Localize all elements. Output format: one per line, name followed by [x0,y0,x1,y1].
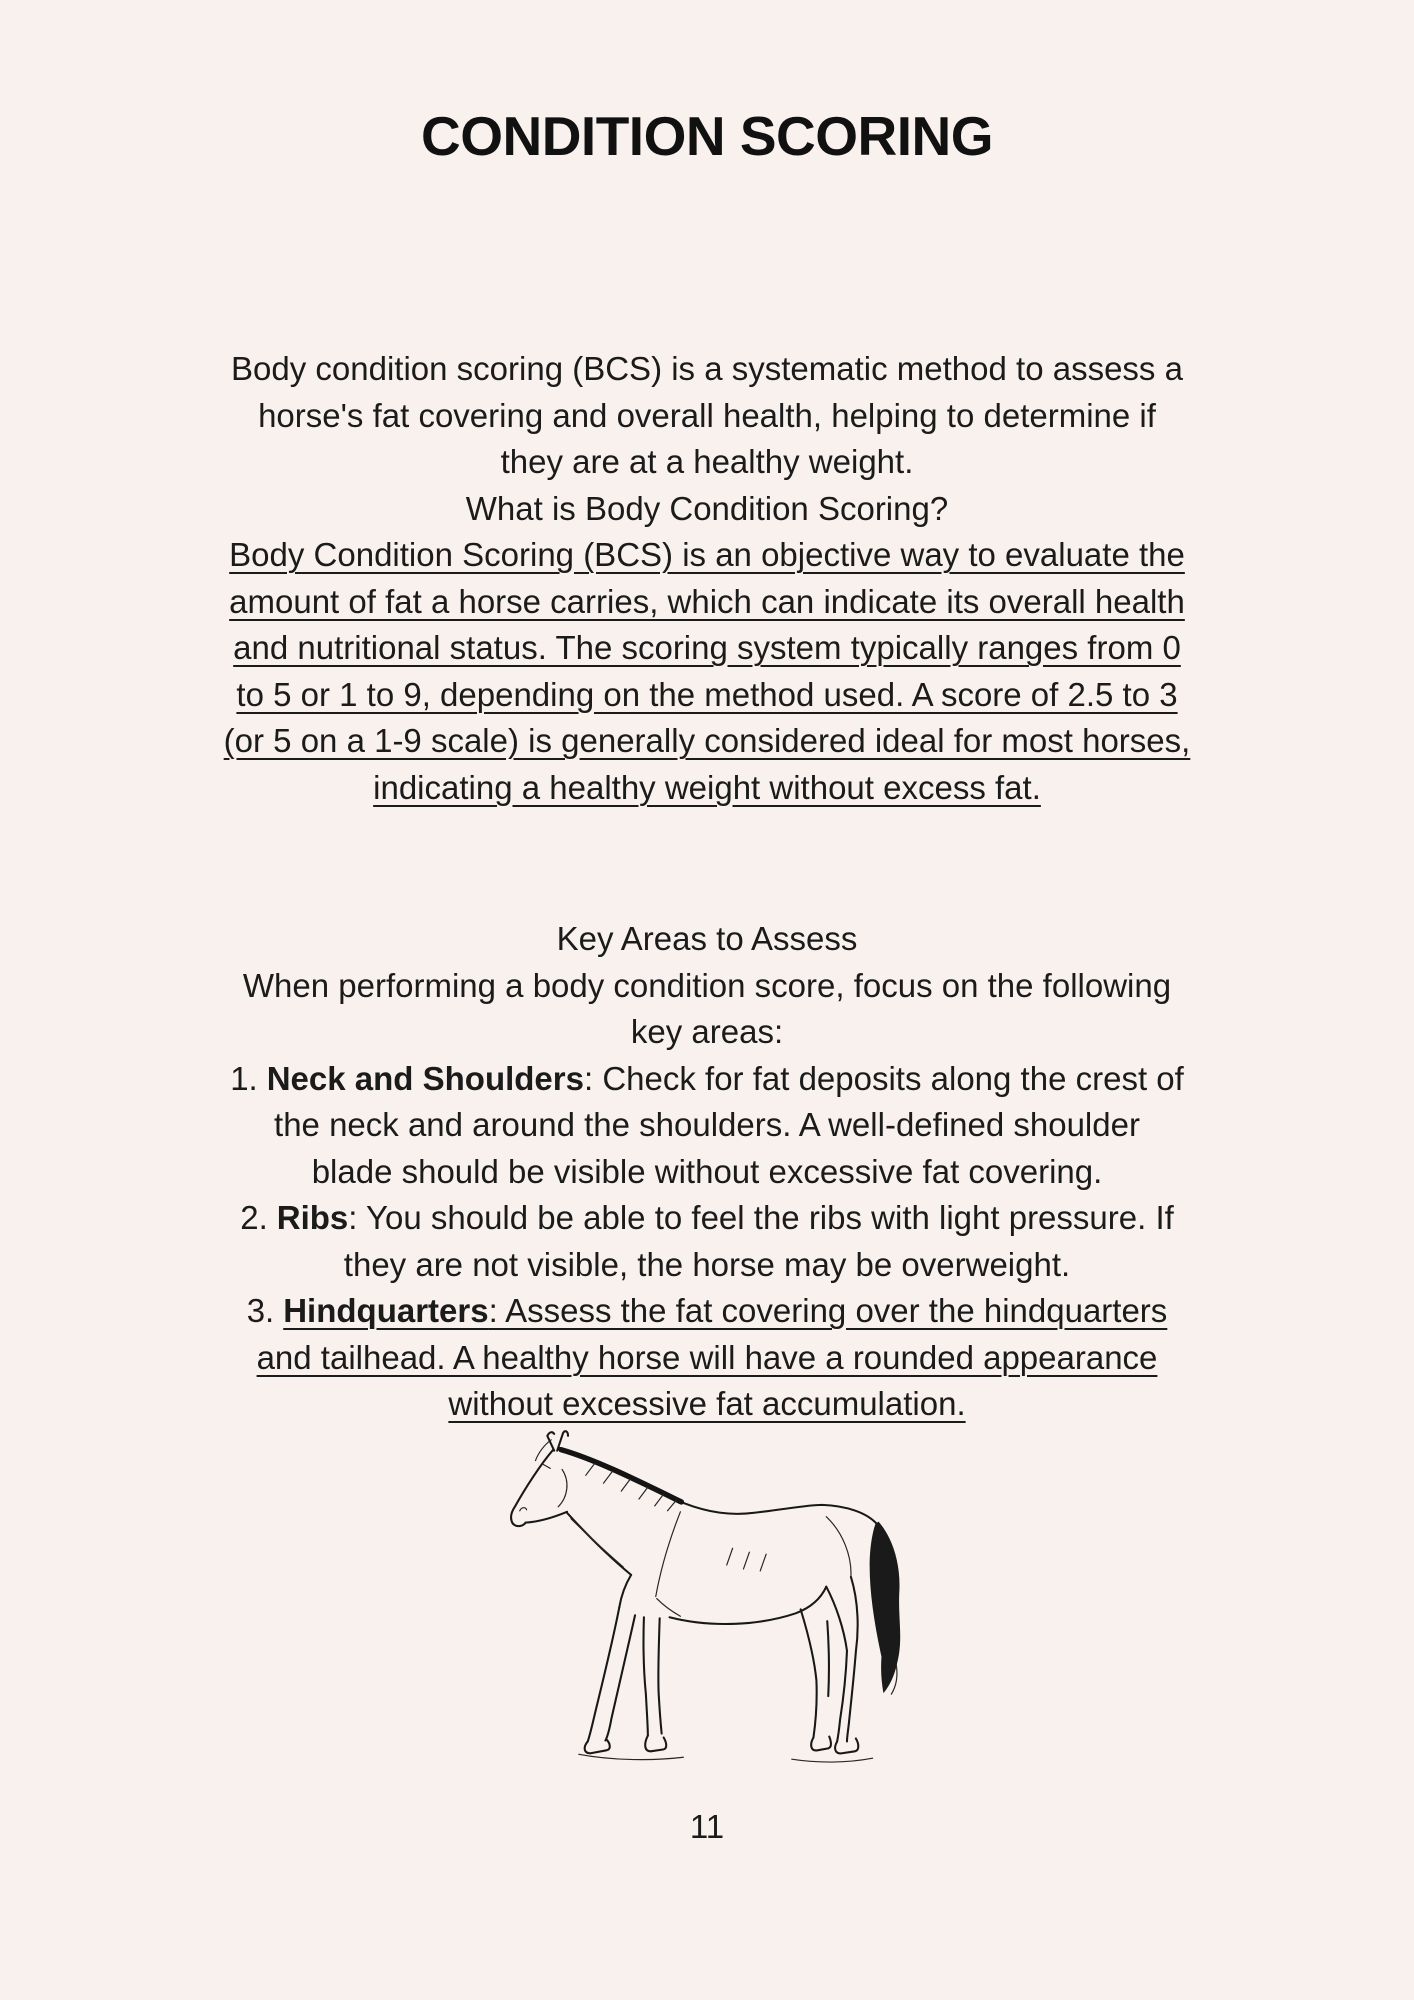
text-line: they are at a healthy weight. [500,443,914,480]
list-text: : You should be able to feel the ribs with light pressure. If [348,1199,1174,1236]
key-areas-section [0,916,1414,1428]
text-line: Body condition scoring (BCS) is a systematic method to assess a [231,350,1183,387]
text-line: key areas: [630,1013,784,1050]
list-item-neck-and-shoulders [0,1056,1414,1196]
list-item-first-line [0,1195,1414,1242]
list-term: Hindquarters [283,1292,489,1329]
list-text: : Check for fat deposits along the crest of [583,1059,1184,1097]
list-text: : Assess the fat covering over the hindquarters [488,1292,1168,1329]
text-line: to 5 or 1 to 9, depending on the method used. A score of 2.5 to 3 [236,675,1178,713]
page-number: 11 [689,1808,725,1845]
text-line: blade should be visible without excessive fat covering. [311,1152,1103,1190]
key-areas-subheading [0,963,1414,1056]
list-item-first-line [0,1288,1414,1335]
text-line: without excessive fat accumulation. [448,1385,966,1422]
list-number: 3. [246,1292,275,1329]
horse-illustration-container [0,1428,1414,1773]
list-item-hindquarters [0,1288,1414,1428]
list-item-wrapped-lines [0,1102,1414,1195]
list-number: 1. [230,1059,258,1097]
text-line: and tailhead. A healthy horse will have a rounded appearance [256,1338,1158,1376]
list-item-wrapped-lines [0,1242,1414,1289]
text-line: horse's fat covering and overall health, helping to determine if [258,396,1156,434]
key-areas-heading: Key Areas to Assess [556,920,858,957]
horse-illustration [497,1428,917,1773]
text-line: amount of fat a horse carries, which can indicate its overall health [229,582,1185,620]
text-line: When performing a body condition score, focus on the following [242,966,1172,1004]
text-line: (or 5 on a 1-9 scale) is generally considered ideal for most horses, [223,722,1191,759]
list-term: Ribs [276,1199,349,1236]
text-line: and nutritional status. The scoring system typically ranges from 0 [233,629,1181,666]
list-number: 2. [240,1199,268,1236]
text-line: indicating a healthy weight without excess fat. [373,768,1041,806]
text-line: the neck and around the shoulders. A well-defined shoulder [274,1106,1140,1143]
intro-underlined-paragraph [0,532,1414,811]
page-title: CONDITION SCORING [420,105,994,167]
list-item-first-line [0,1056,1414,1103]
intro-section [0,346,1414,811]
text-line: they are not visible, the horse may be overweight. [343,1245,1071,1283]
list-item-ribs [0,1195,1414,1288]
list-term: Neck and Shoulders [266,1059,584,1097]
text-line: What is Body Condition Scoring? [465,489,949,527]
text-line: Body Condition Scoring (BCS) is an objective way to evaluate the [229,536,1185,573]
intro-paragraph [0,346,1414,532]
list-item-wrapped-lines [0,1335,1414,1428]
